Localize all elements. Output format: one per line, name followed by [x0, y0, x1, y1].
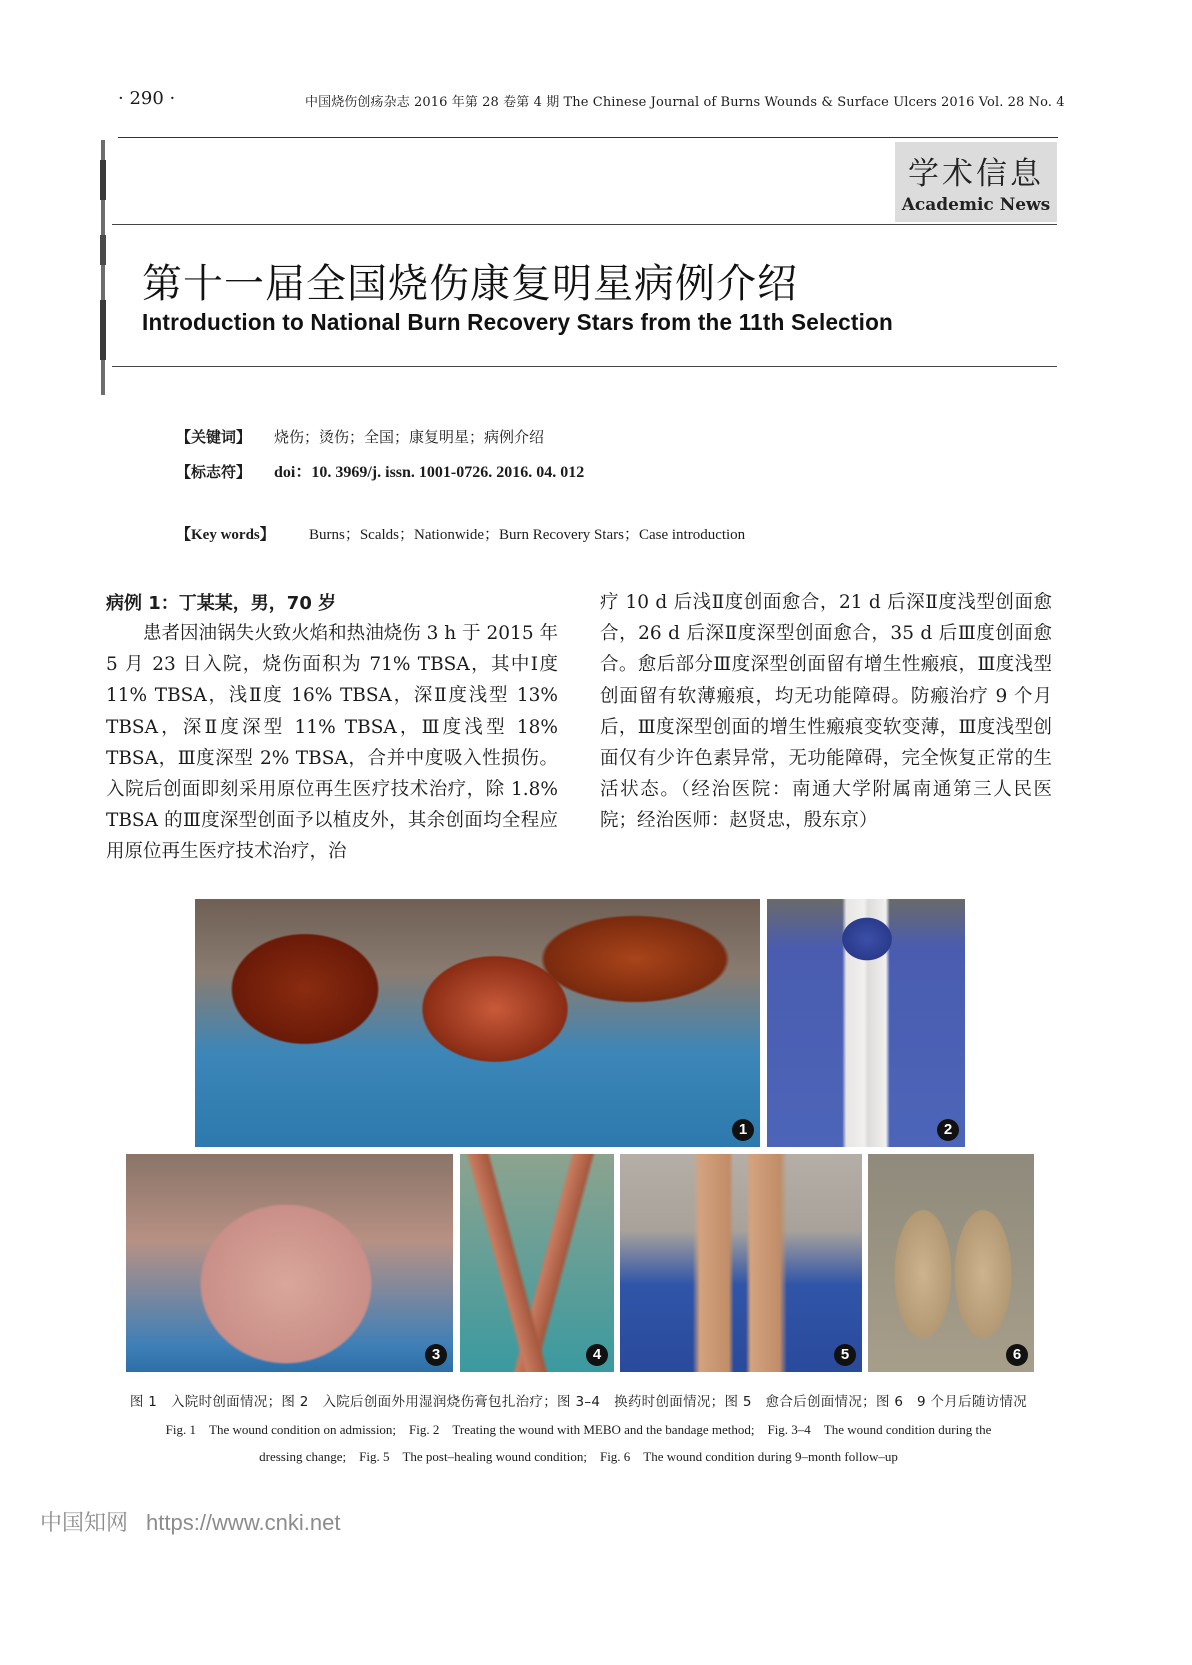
- doi-value: doi：10. 3969/j. issn. 1001-0726. 2016. 04. 012: [274, 464, 585, 481]
- column-label-en: Academic News: [901, 195, 1051, 215]
- figure-4-photo: [460, 1154, 614, 1372]
- figure-2-number: 2: [937, 1119, 959, 1141]
- case-heading: 病例 1：丁某某，男，70 岁: [106, 593, 337, 614]
- figure-caption-en-line2: dressing change; Fig. 5 The post–healing wound condition; Fig. 6 The wound condition during 9–month follow–up: [259, 1449, 898, 1464]
- figure-3-number: 3: [425, 1344, 447, 1366]
- figure-5-photo: [620, 1154, 862, 1372]
- figure-3-photo: [126, 1154, 453, 1372]
- article-title-en: Introduction to National Burn Recovery Stars from the 11th Selection: [142, 309, 894, 335]
- column-badge: [895, 142, 1057, 222]
- page-number: · 290 ·: [118, 88, 176, 109]
- cnki-watermark: [40, 1506, 340, 1537]
- figure-caption-en-line1: Fig. 1 The wound condition on admission; Fig. 2 Treating the wound with MEBO and the bandage method; Fig. 3–4 The wound condition during the: [165, 1422, 992, 1437]
- case-text-left-column: 患者因油锅失火致火焰和热油烧伤 3 h 于 2015 年 5 月 23 日入院，烧伤面积为 71% TBSA，其中Ⅰ度 11% TBSA，浅Ⅱ度 16% TBSA，深Ⅱ度浅型 13% TBSA，深Ⅱ度深型 11% TBSA，Ⅲ度浅型 18% TBSA，Ⅲ度深型 2% TBSA，合并中度吸入性损伤。入院后创面即刻采用原位再生医疗技术治疗，除 1.8% TBSA 的Ⅲ度深型创面予以植皮外，其余创面均全程应用原位再生医疗技术治疗，治: [106, 623, 558, 863]
- identifier-label: 【标志符】: [176, 463, 252, 481]
- figure-6-photo: [868, 1154, 1034, 1372]
- identifier-row: [176, 459, 584, 482]
- case-text-right-column: 疗 10 d 后浅Ⅱ度创面愈合，21 d 后深Ⅱ度浅型创面愈合，26 d 后深Ⅱ度深型创面愈合，35 d 后Ⅲ度创面愈合。愈后部分Ⅲ度深型创面留有增生性瘢痕，Ⅲ度浅型创面留有软薄瘢痕，均无功能障碍。防瘢治疗 9 个月后，Ⅲ度深型创面的增生性瘢痕变软变薄，Ⅲ度浅型创面仅有少许色素异常，无功能障碍，完全恢复正常的生活状态。（经治医院：南通大学附属南通第三人民医院；经治医师：赵贤忠，殷东京）: [600, 592, 1052, 832]
- scan-edge-artifact: [99, 140, 109, 395]
- keywords-en-value: Burns；Scalds；Nationwide；Burn Recovery Stars；Case introduction: [309, 527, 746, 543]
- figure-1-number: 1: [732, 1119, 754, 1141]
- figure-1-photo: [195, 899, 760, 1147]
- watermark-url: https://www.cnki.net: [146, 1510, 341, 1535]
- watermark-name: 中国知网: [40, 1511, 129, 1536]
- column-label-cn: 学术信息: [908, 156, 1044, 192]
- figure-4-number: 4: [586, 1344, 608, 1366]
- header-rule: [118, 137, 1058, 138]
- keywords-en: [176, 523, 745, 544]
- figure-6-number: 6: [1006, 1344, 1028, 1366]
- title-rule: [112, 366, 1057, 367]
- figure-2-photo: [767, 899, 965, 1147]
- keywords-en-label: 【Key words】: [176, 527, 275, 543]
- running-head: 中国烧伤创疡杂志 2016 年第 28 卷第 4 期 The Chinese Journal of Burns Wounds & Surface Ulcers 2016 Vol. 28 No. 4: [305, 95, 1065, 110]
- keywords-cn: [176, 426, 544, 447]
- figure-caption-cn: 图 1 入院时创面情况；图 2 入院后创面外用湿润烧伤膏包扎治疗；图 3–4 换药时创面情况；图 5 愈合后创面情况；图 6 9 个月后随访情况: [129, 1394, 1028, 1410]
- keywords-cn-label: 【关键词】: [176, 428, 252, 446]
- figure-5-number: 5: [834, 1344, 856, 1366]
- article-title-cn: 第十一届全国烧伤康复明星病例介绍: [142, 261, 798, 307]
- keywords-cn-value: 烧伤；烫伤；全国；康复明星；病例介绍: [274, 428, 545, 446]
